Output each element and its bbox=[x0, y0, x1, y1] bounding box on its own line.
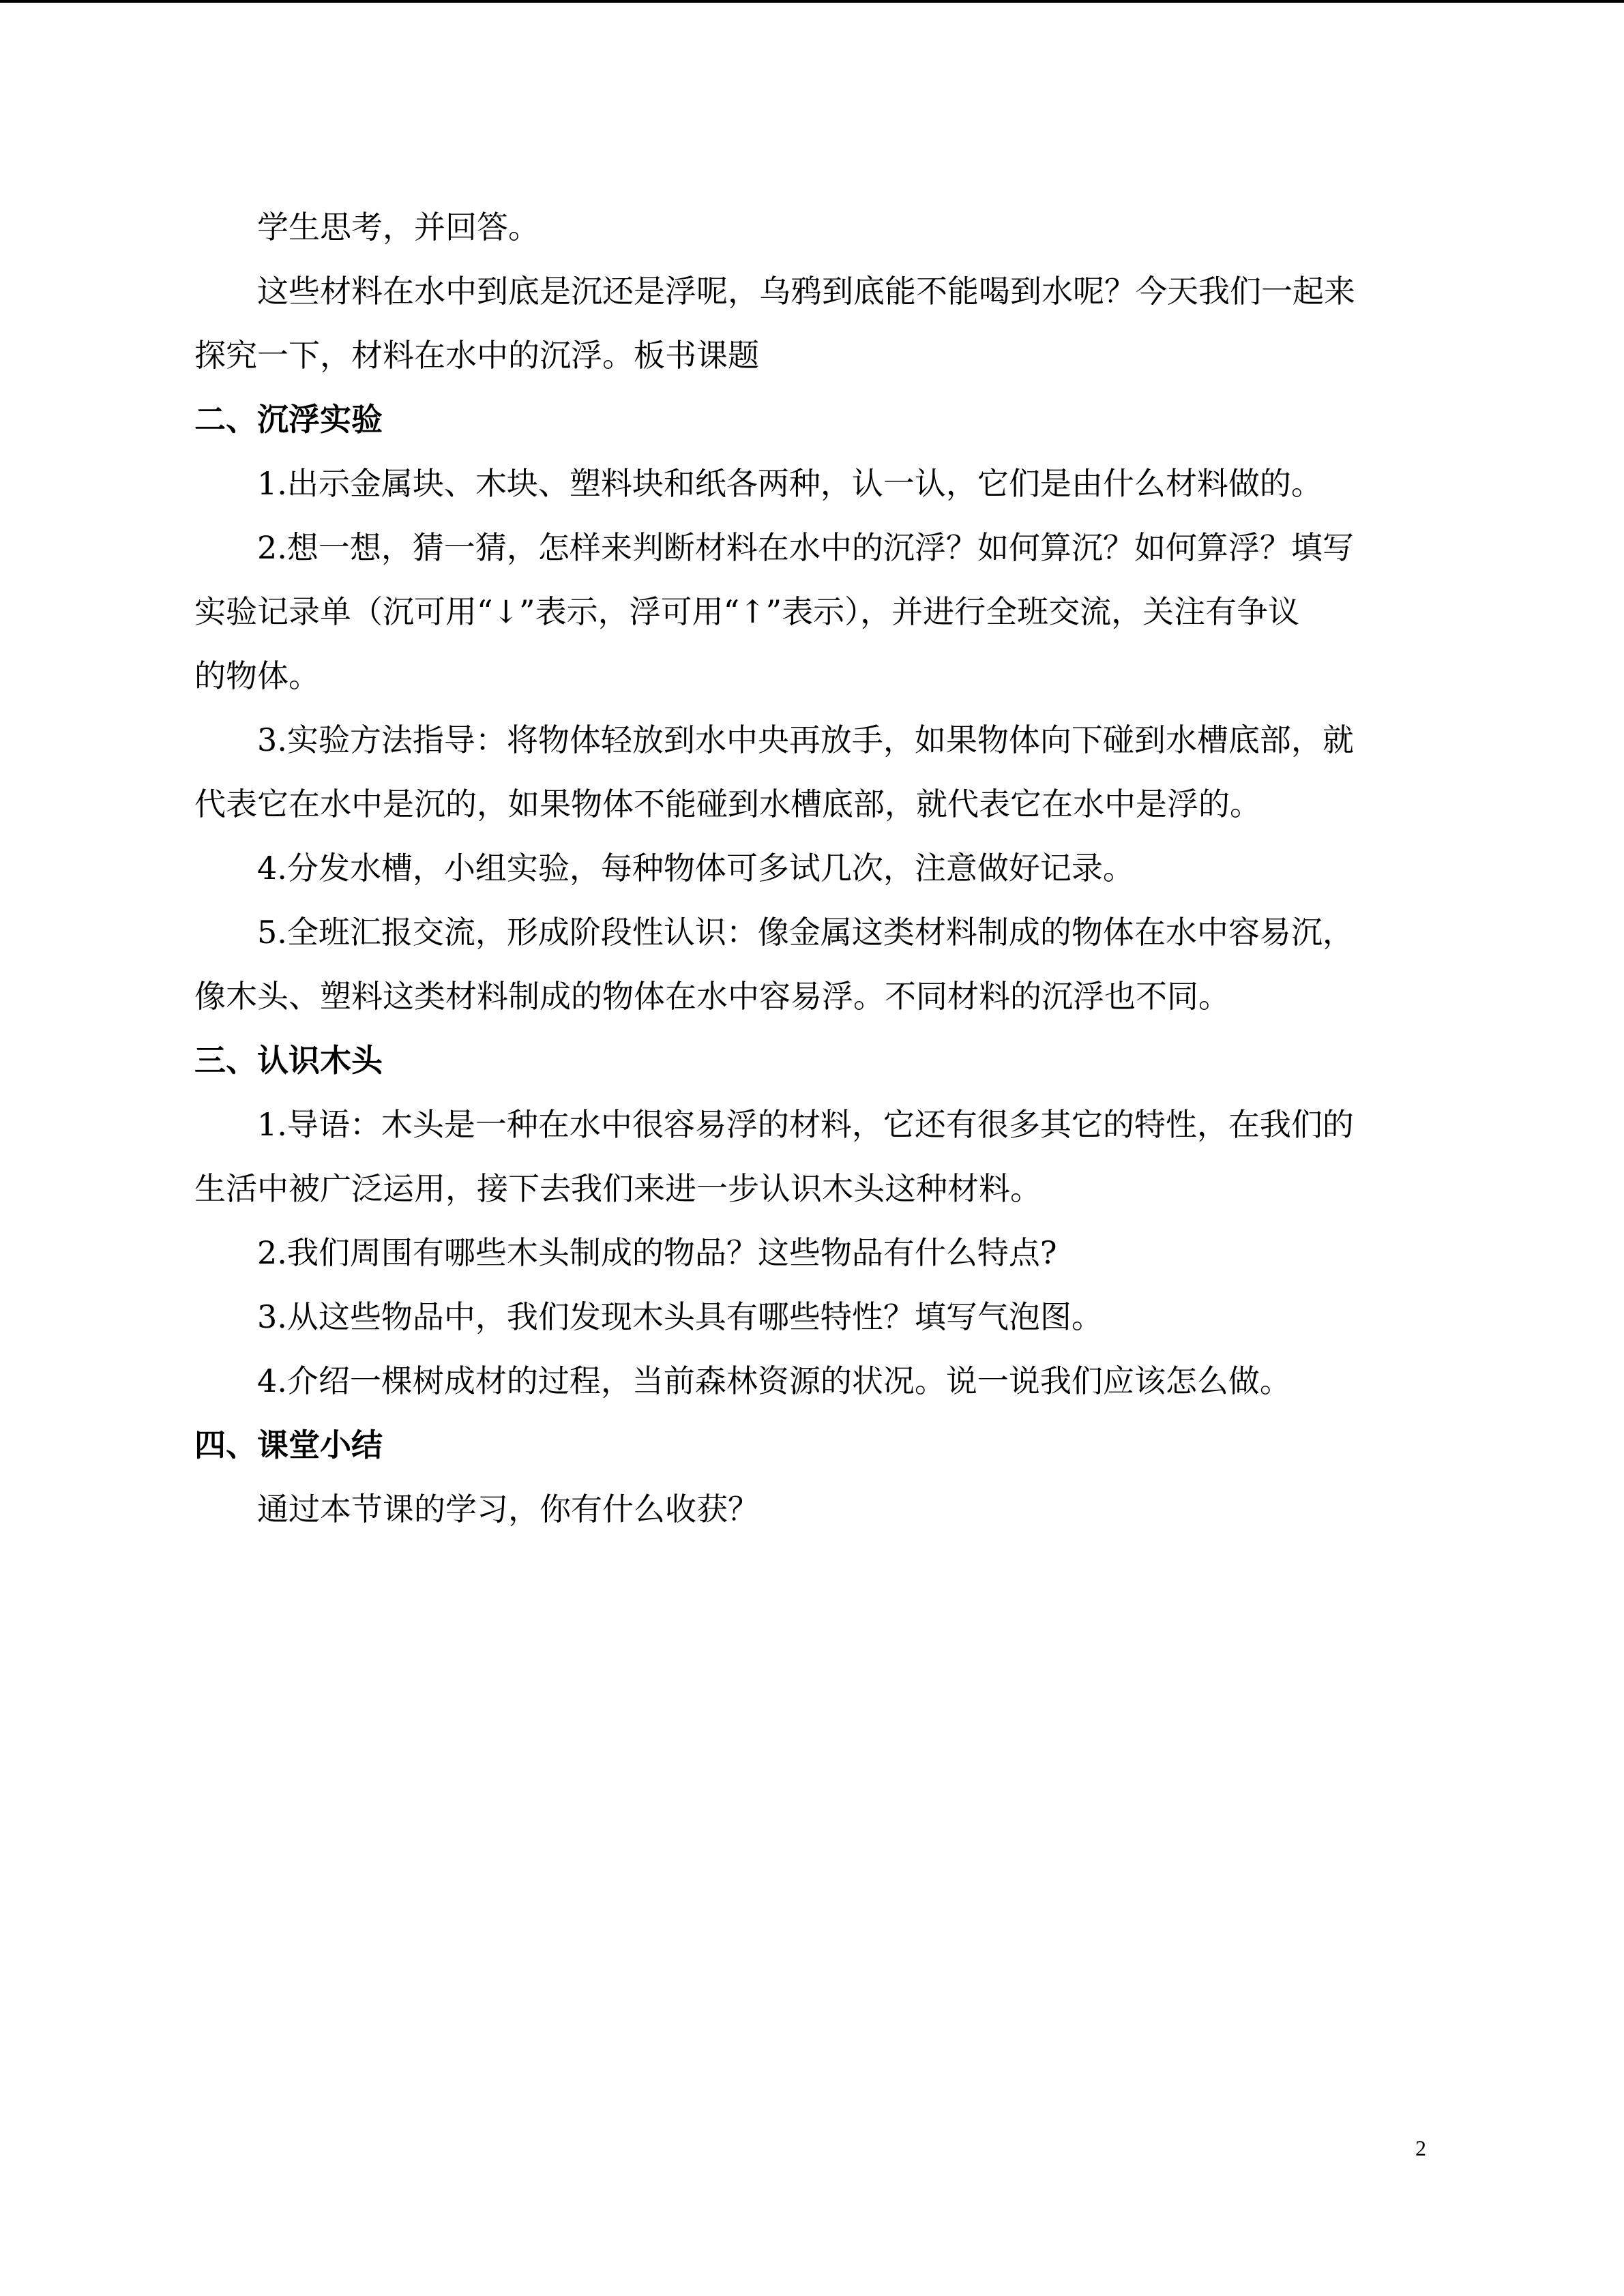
page-top-border bbox=[0, 0, 1624, 3]
list-item: 4.介绍一棵树成材的过程，当前森林资源的状况。说一说我们应该怎么做。 bbox=[257, 1362, 1291, 1399]
paragraph-line: 的物体。 bbox=[194, 657, 320, 694]
list-item: 5.全班汇报交流，形成阶段性认识：像金属这类材料制成的物体在水中容易沉， bbox=[257, 914, 1354, 951]
list-item: 2.我们周围有哪些木头制成的物品？这些物品有什么特点? bbox=[257, 1234, 1057, 1271]
section-heading: 二、沉浮实验 bbox=[194, 401, 383, 438]
list-item: 2.想一想，猜一猜，怎样来判断材料在水中的沉浮？如何算沉？如何算浮？填写 bbox=[257, 529, 1354, 566]
paragraph-line: 学生思考，并回答。 bbox=[257, 209, 540, 245]
paragraph-line: 代表它在水中是沉的，如果物体不能碰到水槽底部，就代表它在水中是浮的。 bbox=[194, 786, 1261, 822]
section-heading: 四、课堂小结 bbox=[194, 1427, 383, 1463]
section-heading: 三、认识木头 bbox=[194, 1042, 383, 1079]
paragraph-line: 实验记录单（沉可用“↓”表示，浮可用“↑”表示），并进行全班交流，关注有争议 bbox=[194, 593, 1300, 630]
paragraph-line: 这些材料在水中到底是沉还是浮呢，乌鸦到底能不能喝到水呢？今天我们一起来 bbox=[257, 273, 1355, 310]
list-item: 4.分发水槽，小组实验，每种物体可多试几次，注意做好记录。 bbox=[257, 850, 1134, 886]
paragraph-line: 像木头、塑料这类材料制成的物体在水中容易浮。不同材料的沉浮也不同。 bbox=[194, 978, 1230, 1015]
list-item: 3.从这些物品中，我们发现木头具有哪些特性？填写气泡图。 bbox=[257, 1298, 1103, 1335]
paragraph-line: 通过本节课的学习，你有什么收获？ bbox=[257, 1491, 759, 1527]
list-item: 3.实验方法指导：将物体轻放到水中央再放手，如果物体向下碰到水槽底部，就 bbox=[257, 721, 1354, 758]
list-item: 1.出示金属块、木块、塑料块和纸各两种，认一认，它们是由什么材料做的。 bbox=[257, 465, 1323, 502]
document-body bbox=[194, 195, 1429, 1541]
page-number: 2 bbox=[1415, 2136, 1426, 2160]
paragraph-line: 探究一下，材料在水中的沉浮。板书课题 bbox=[194, 337, 759, 374]
list-item: 1.导语：木头是一种在水中很容易浮的材料，它还有很多其它的特性，在我们的 bbox=[257, 1106, 1354, 1143]
paragraph-line: 生活中被广泛运用，接下去我们来进一步认识木头这种材料。 bbox=[194, 1170, 1042, 1207]
